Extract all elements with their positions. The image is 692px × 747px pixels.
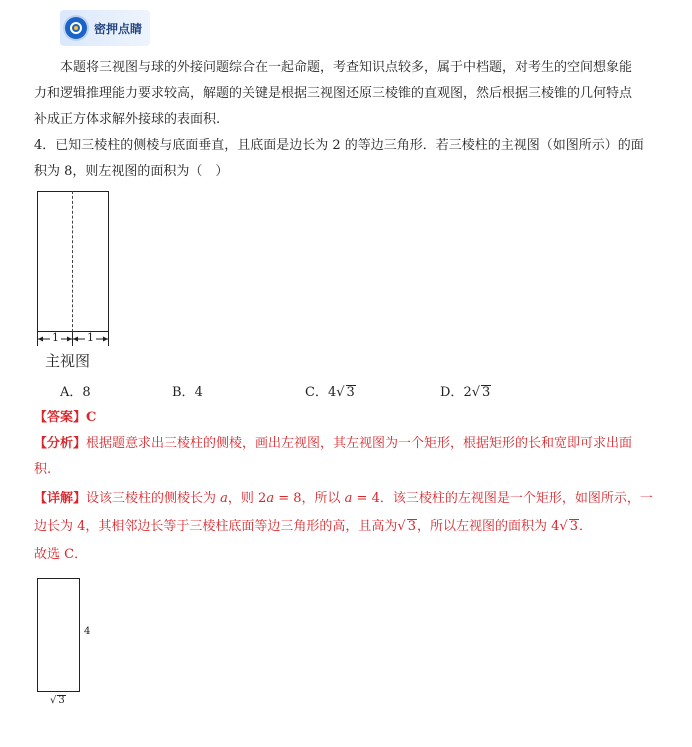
detail-var-a-1: a (220, 491, 228, 506)
analysis-line-1 (34, 436, 674, 452)
front-view-dimensions (37, 332, 109, 346)
intro-line-1: 本题将三视图与球的外接问题综合在一起命题，考查知识点较多，属于中档题，对考生的空间想象能 (60, 60, 633, 75)
detail-text-2c: ． (578, 519, 592, 534)
detail-tag: 【详解】 (34, 491, 87, 506)
side-view-width-label: √ 3 (50, 695, 65, 706)
detail-text-1a: 设该三棱柱的侧棱长为 (86, 491, 221, 506)
target-icon (65, 17, 87, 39)
detail-line-1 (34, 491, 674, 507)
choice-a-value: 8 (82, 385, 91, 400)
dimension-label-right: 1 (87, 331, 94, 344)
detail-var-a-2: a (266, 491, 275, 506)
choice-b-value: 4 (194, 385, 203, 400)
choice-d-value: 2 (463, 385, 472, 400)
choice-c[interactable]: C．4√ 3 (305, 385, 355, 400)
choice-b[interactable] (172, 381, 203, 400)
question-line-1: 4．已知三棱柱的侧棱与底面垂直，且底面是边长为 2 的等边三角形．若三棱柱的主视图（如图所示）的面 (34, 138, 644, 153)
detail-text-2b: ，所以左视图的面积为 4 (416, 519, 560, 534)
detail-text-2a: 边长为 4，其相邻边长等于三棱柱底面等边三角形的高，且高为 (34, 519, 398, 534)
choice-c-radicand: 3 (346, 385, 355, 400)
detail-line-2: 边长为 4，其相邻边长等于三棱柱底面等边三角形的高，且高为√ 3，所以左视图的面积为 4√ 3． (34, 519, 592, 534)
answer-line (34, 410, 674, 426)
intro-line-2: 力和逻辑推理能力要求较高，解题的关键是根据三视图还原三棱锥的直观图，然后根据三棱锥的几何特点 (34, 86, 633, 101)
front-view-rectangle (37, 191, 109, 332)
detail-text-1b: ，则 2 (227, 491, 267, 506)
analysis-text-1: 根据题意求出三棱柱的侧棱，画出左视图，其左视图为一个矩形，根据矩形的长和宽即可求出面 (86, 436, 633, 451)
front-view-dashed-line (72, 191, 73, 332)
analysis-tag: 【分析】 (34, 436, 87, 451)
choice-d[interactable]: D．2√ 3 (440, 385, 491, 400)
side-view-height-label: 4 (84, 626, 91, 637)
choice-d-radicand: 3 (482, 385, 491, 400)
conclusion-line: 故选 C． (34, 547, 88, 562)
dimension-label-left: 1 (52, 331, 59, 344)
choice-d-letter: D． (440, 385, 464, 400)
choice-a[interactable] (60, 381, 91, 400)
choice-c-letter: C． (305, 385, 328, 400)
detail-text-1c: = 8，所以 (274, 491, 345, 506)
choice-a-letter: A． (60, 385, 83, 400)
detail-sqrt-1: 3 (407, 519, 416, 534)
section-badge (60, 10, 150, 46)
detail-var-a-3: a (344, 491, 353, 506)
analysis-line-2: 积. (34, 462, 52, 477)
dimension-arrows (37, 332, 109, 346)
detail-text-1d: = 4．该三棱柱的左视图是一个矩形，如图所示，一 (352, 491, 653, 506)
intro-line-3: 补成正方体求解外接球的表面积. (34, 112, 221, 127)
side-view-width-radicand: 3 (58, 695, 65, 706)
front-view-caption: 主视图 (45, 352, 91, 370)
answer-tag: 【答案】 (34, 410, 87, 425)
side-view-rectangle (37, 578, 80, 692)
answer-value: C (86, 410, 97, 425)
choice-c-value: 4 (327, 385, 337, 400)
question-line-2: 积为 8，则左视图的面积为（ ） (34, 164, 229, 179)
detail-sqrt-2: 3 (569, 519, 578, 534)
choice-b-letter: B． (172, 385, 195, 400)
badge-label: 密押点睛 (94, 21, 143, 36)
